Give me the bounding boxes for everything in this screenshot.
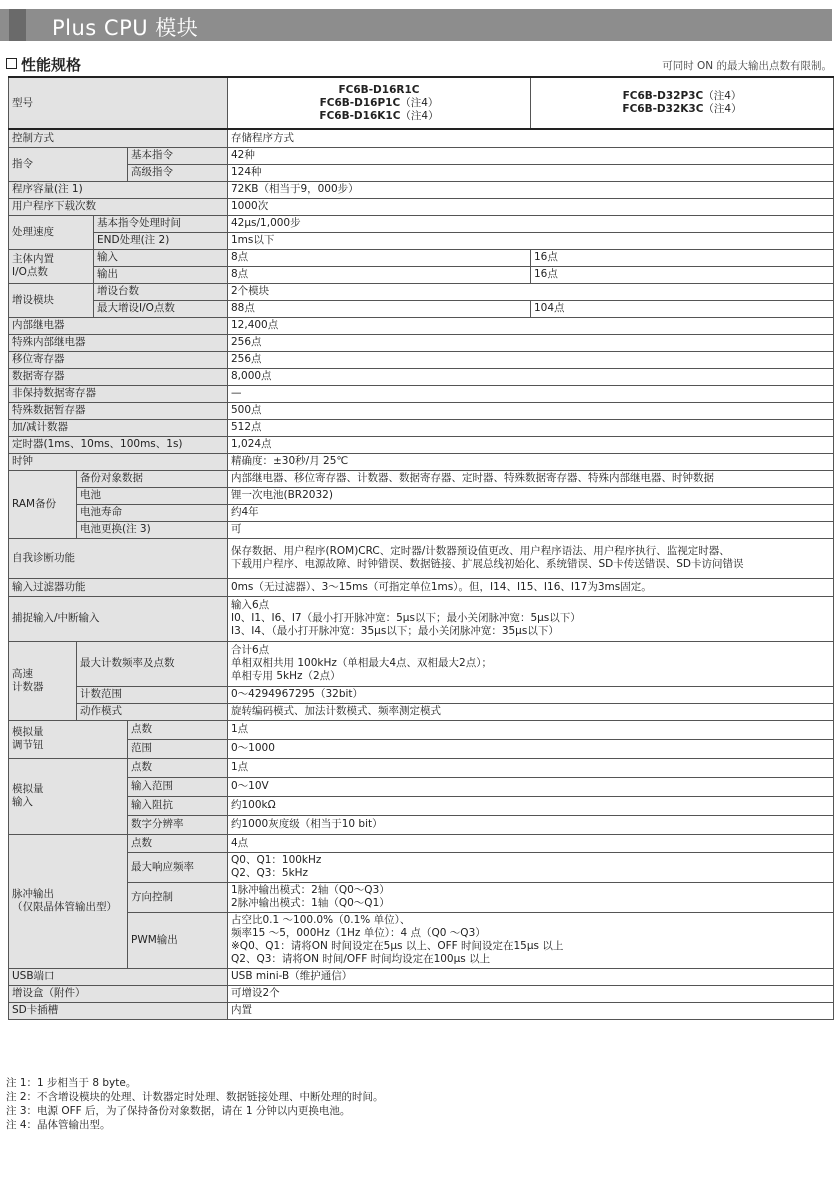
table-row (9, 419, 834, 436)
sub-label: 输入 (94, 249, 228, 266)
row-value: 约100kΩ (228, 796, 834, 815)
table-row (9, 1002, 834, 1019)
row-value: 8点 (228, 266, 531, 283)
table-row (9, 521, 834, 538)
sub-label: 点数 (128, 758, 228, 777)
title-banner (0, 9, 832, 41)
sub-label: 备份对象数据 (77, 470, 228, 487)
table-header-row (9, 77, 834, 129)
table-row (9, 834, 834, 852)
row-value: 0～1000 (228, 739, 834, 758)
row-value: 1脉冲输出模式：2轴（Q0～Q3） 2脉冲输出模式：1轴（Q0～Q1） (228, 882, 834, 912)
table-row (9, 796, 834, 815)
table-row (9, 147, 834, 164)
row-label: USB端口 (9, 968, 228, 985)
row-label: SD卡插槽 (9, 1002, 228, 1019)
spec-table (8, 76, 834, 1020)
sub-label: PWM输出 (128, 912, 228, 968)
row-value: 存储程序方式 (228, 129, 834, 147)
table-row (9, 198, 834, 215)
table-row (9, 266, 834, 283)
table-row (9, 436, 834, 453)
row-value: 占空比0.1 ～100.0%（0.1% 单位）、 频率15 ～5，000Hz（1Hz 单位）：4 点（Q0 ～Q3） ※Q0、Q1：请将ON 时间设定在5μs 以上、OFF 时间设定在15μs 以上 Q2、Q3：请将ON 时间/OFF 时间均设定在100μs 以上 (228, 912, 834, 968)
footnote: 注 3：电源 OFF 后，为了保持备份对象数据，请在 1 分钟以内更换电池。 (6, 1105, 351, 1117)
row-value: — (228, 385, 834, 402)
row-label: 输入过滤器功能 (9, 578, 228, 596)
row-value: 精确度：±30秒/月 25℃ (228, 453, 834, 470)
row-value: 保存数据、用户程序(ROM)CRC、定时器/计数器预设值更改、用户程序语法、用户程序执行、监视定时器、 下载用户程序、电源故障、时钟错误、数据链接、扩展总线初始化、系统错误、SD卡传送错误、SD卡访问错误 (228, 538, 834, 578)
row-label: 数据寄存器 (9, 368, 228, 385)
sub-label: 方向控制 (128, 882, 228, 912)
section-title: 性能规格 (21, 56, 82, 74)
table-row (9, 852, 834, 882)
table-row (9, 334, 834, 351)
table-row (9, 317, 834, 334)
row-label: 定时器(1ms、10ms、100ms、1s) (9, 436, 228, 453)
model-name: FC6B-D32K3C (622, 103, 704, 115)
row-value: 88点 (228, 300, 531, 317)
row-label: 用户程序下载次数 (9, 198, 228, 215)
row-value: 500点 (228, 402, 834, 419)
row-value: 0～10V (228, 777, 834, 796)
sub-label: 计数范围 (77, 686, 228, 703)
page-title: Plus CPU 模块 (52, 16, 199, 40)
table-row (9, 777, 834, 796)
row-label: 处理速度 (9, 215, 94, 249)
row-value: 内置 (228, 1002, 834, 1019)
table-row (9, 385, 834, 402)
sub-label: 最大响应频率 (128, 852, 228, 882)
model-col2 (531, 77, 834, 129)
table-row (9, 538, 834, 578)
table-row (9, 368, 834, 385)
table-row (9, 968, 834, 985)
row-label: 模拟量 调节钮 (9, 720, 128, 758)
table-row (9, 641, 834, 686)
table-row (9, 596, 834, 641)
row-value: 512点 (228, 419, 834, 436)
model-name: FC6B-D16K1C (319, 109, 401, 122)
row-label: 模拟量 输入 (9, 758, 128, 834)
table-row (9, 686, 834, 703)
row-value: 1000次 (228, 198, 834, 215)
banner-accent (9, 9, 26, 41)
sub-label: 基本指令处理时间 (94, 215, 228, 232)
row-value: 内部继电器、移位寄存器、计数器、数据寄存器、定时器、特殊数据寄存器、特殊内部继电器、时钟数据 (228, 470, 834, 487)
sub-label: 最大计数频率及点数 (77, 641, 228, 686)
footnotes (6, 1076, 384, 1132)
sub-label: 数字分辨率 (128, 815, 228, 834)
footnote: 注 2：不含增设模块的处理、计数器定时处理、数据链接处理、中断处理的时间。 (6, 1091, 384, 1103)
row-value: 42种 (228, 147, 834, 164)
model-name: FC6B-D16R1C (338, 83, 420, 96)
section-heading (6, 54, 81, 75)
row-value: 104点 (531, 300, 834, 317)
row-value: 合计6点 单相双相共用 100kHz（单相最大4点、双相最大2点）； 单相专用 5kHz（2点） (228, 641, 834, 686)
row-value: 8点 (228, 249, 531, 266)
row-label: 加/减计数器 (9, 419, 228, 436)
model-note: （注4） (703, 90, 742, 102)
table-row (9, 739, 834, 758)
table-row (9, 912, 834, 968)
row-value: 0～4294967295（32bit） (228, 686, 834, 703)
table-row (9, 470, 834, 487)
row-value: 约1000灰度级（相当于10 bit） (228, 815, 834, 834)
table-row (9, 351, 834, 368)
row-label: 特殊内部继电器 (9, 334, 228, 351)
row-label: 增设模块 (9, 283, 94, 317)
row-value: 256点 (228, 351, 834, 368)
table-row (9, 249, 834, 266)
row-value: 1点 (228, 720, 834, 739)
row-value: 旋转编码模式、加法计数模式、频率测定模式 (228, 703, 834, 720)
table-row (9, 703, 834, 720)
row-value: 256点 (228, 334, 834, 351)
table-row (9, 985, 834, 1002)
row-value: 1ms以下 (228, 232, 834, 249)
footnote: 注 4：晶体管输出型。 (6, 1119, 111, 1131)
row-value: 16点 (531, 266, 834, 283)
row-label: 程序容量(注 1) (9, 181, 228, 198)
row-label: 特殊数据暂存器 (9, 402, 228, 419)
row-value: 12,400点 (228, 317, 834, 334)
sub-label: 电池更换(注 3) (77, 521, 228, 538)
row-value: 72KB（相当于9，000步） (228, 181, 834, 198)
row-label: 内部继电器 (9, 317, 228, 334)
row-label: 高速 计数器 (9, 641, 77, 720)
row-label: 移位寄存器 (9, 351, 228, 368)
table-row (9, 129, 834, 147)
sub-label: 输入范围 (128, 777, 228, 796)
row-value: 可 (228, 521, 834, 538)
model-name: FC6B-D32P3C (622, 90, 704, 102)
table-row (9, 181, 834, 198)
table-row (9, 164, 834, 181)
row-value: USB mini-B（维护通信） (228, 968, 834, 985)
table-row (9, 882, 834, 912)
table-row (9, 487, 834, 504)
row-value: 输入6点 I0、I1、I6、I7（最小打开脉冲宽：5μs以下；最小关闭脉冲宽：5μs以下） I3、I4、（最小打开脉冲宽：35μs以下；最小关闭脉冲宽：35μs以下） (228, 596, 834, 641)
sub-label: 电池 (77, 487, 228, 504)
model-col1 (228, 77, 531, 129)
row-label: 指令 (9, 147, 128, 181)
checkbox-square-icon (6, 58, 17, 69)
sub-label: 电池寿命 (77, 504, 228, 521)
table-row (9, 504, 834, 521)
row-value: 1点 (228, 758, 834, 777)
sub-label: 动作模式 (77, 703, 228, 720)
table-row (9, 215, 834, 232)
sub-label: 最大增设I/O点数 (94, 300, 228, 317)
row-value: 可增设2个 (228, 985, 834, 1002)
row-value: 42μs/1,000步 (228, 215, 834, 232)
row-label: 主体内置 I/O点数 (9, 249, 94, 283)
sub-label: 输入阻抗 (128, 796, 228, 815)
model-note: （注4） (400, 109, 439, 122)
table-row (9, 283, 834, 300)
row-value: 锂一次电池(BR2032) (228, 487, 834, 504)
row-value: Q0、Q1：100kHz Q2、Q3：5kHz (228, 852, 834, 882)
table-row (9, 232, 834, 249)
model-note: （注4） (400, 96, 439, 109)
row-value: 8,000点 (228, 368, 834, 385)
table-row (9, 300, 834, 317)
model-note: （注4） (703, 103, 742, 115)
table-row (9, 720, 834, 739)
footnote: 注 1：1 步相当于 8 byte。 (6, 1077, 137, 1089)
sub-label: END处理(注 2) (94, 232, 228, 249)
table-row (9, 578, 834, 596)
row-value: 124种 (228, 164, 834, 181)
row-label: RAM备份 (9, 470, 77, 538)
table-row (9, 453, 834, 470)
row-label: 时钟 (9, 453, 228, 470)
row-label: 增设盒（附件） (9, 985, 228, 1002)
row-label: 控制方式 (9, 129, 228, 147)
model-name: FC6B-D16P1C (319, 96, 401, 109)
row-value: 2个模块 (228, 283, 834, 300)
row-label: 自我诊断功能 (9, 538, 228, 578)
sub-label: 范围 (128, 739, 228, 758)
sub-label: 基本指令 (128, 147, 228, 164)
table-row (9, 815, 834, 834)
row-value: 4点 (228, 834, 834, 852)
row-value: 16点 (531, 249, 834, 266)
row-label: 脉冲输出 （仅限晶体管输出型） (9, 834, 128, 968)
row-value: 0ms（无过滤器）、3～15ms（可指定单位1ms）。但，I14、I15、I16、I17为3ms固定。 (228, 578, 834, 596)
section-note: 可同时 ON 的最大输出点数有限制。 (662, 60, 832, 72)
sub-label: 点数 (128, 834, 228, 852)
sub-label: 增设台数 (94, 283, 228, 300)
table-row (9, 758, 834, 777)
sub-label: 点数 (128, 720, 228, 739)
table-row (9, 402, 834, 419)
model-label: 型号 (9, 77, 228, 129)
sub-label: 高级指令 (128, 164, 228, 181)
row-value: 1,024点 (228, 436, 834, 453)
row-value: 约4年 (228, 504, 834, 521)
sub-label: 输出 (94, 266, 228, 283)
row-label: 捕捉输入/中断输入 (9, 596, 228, 641)
row-label: 非保持数据寄存器 (9, 385, 228, 402)
